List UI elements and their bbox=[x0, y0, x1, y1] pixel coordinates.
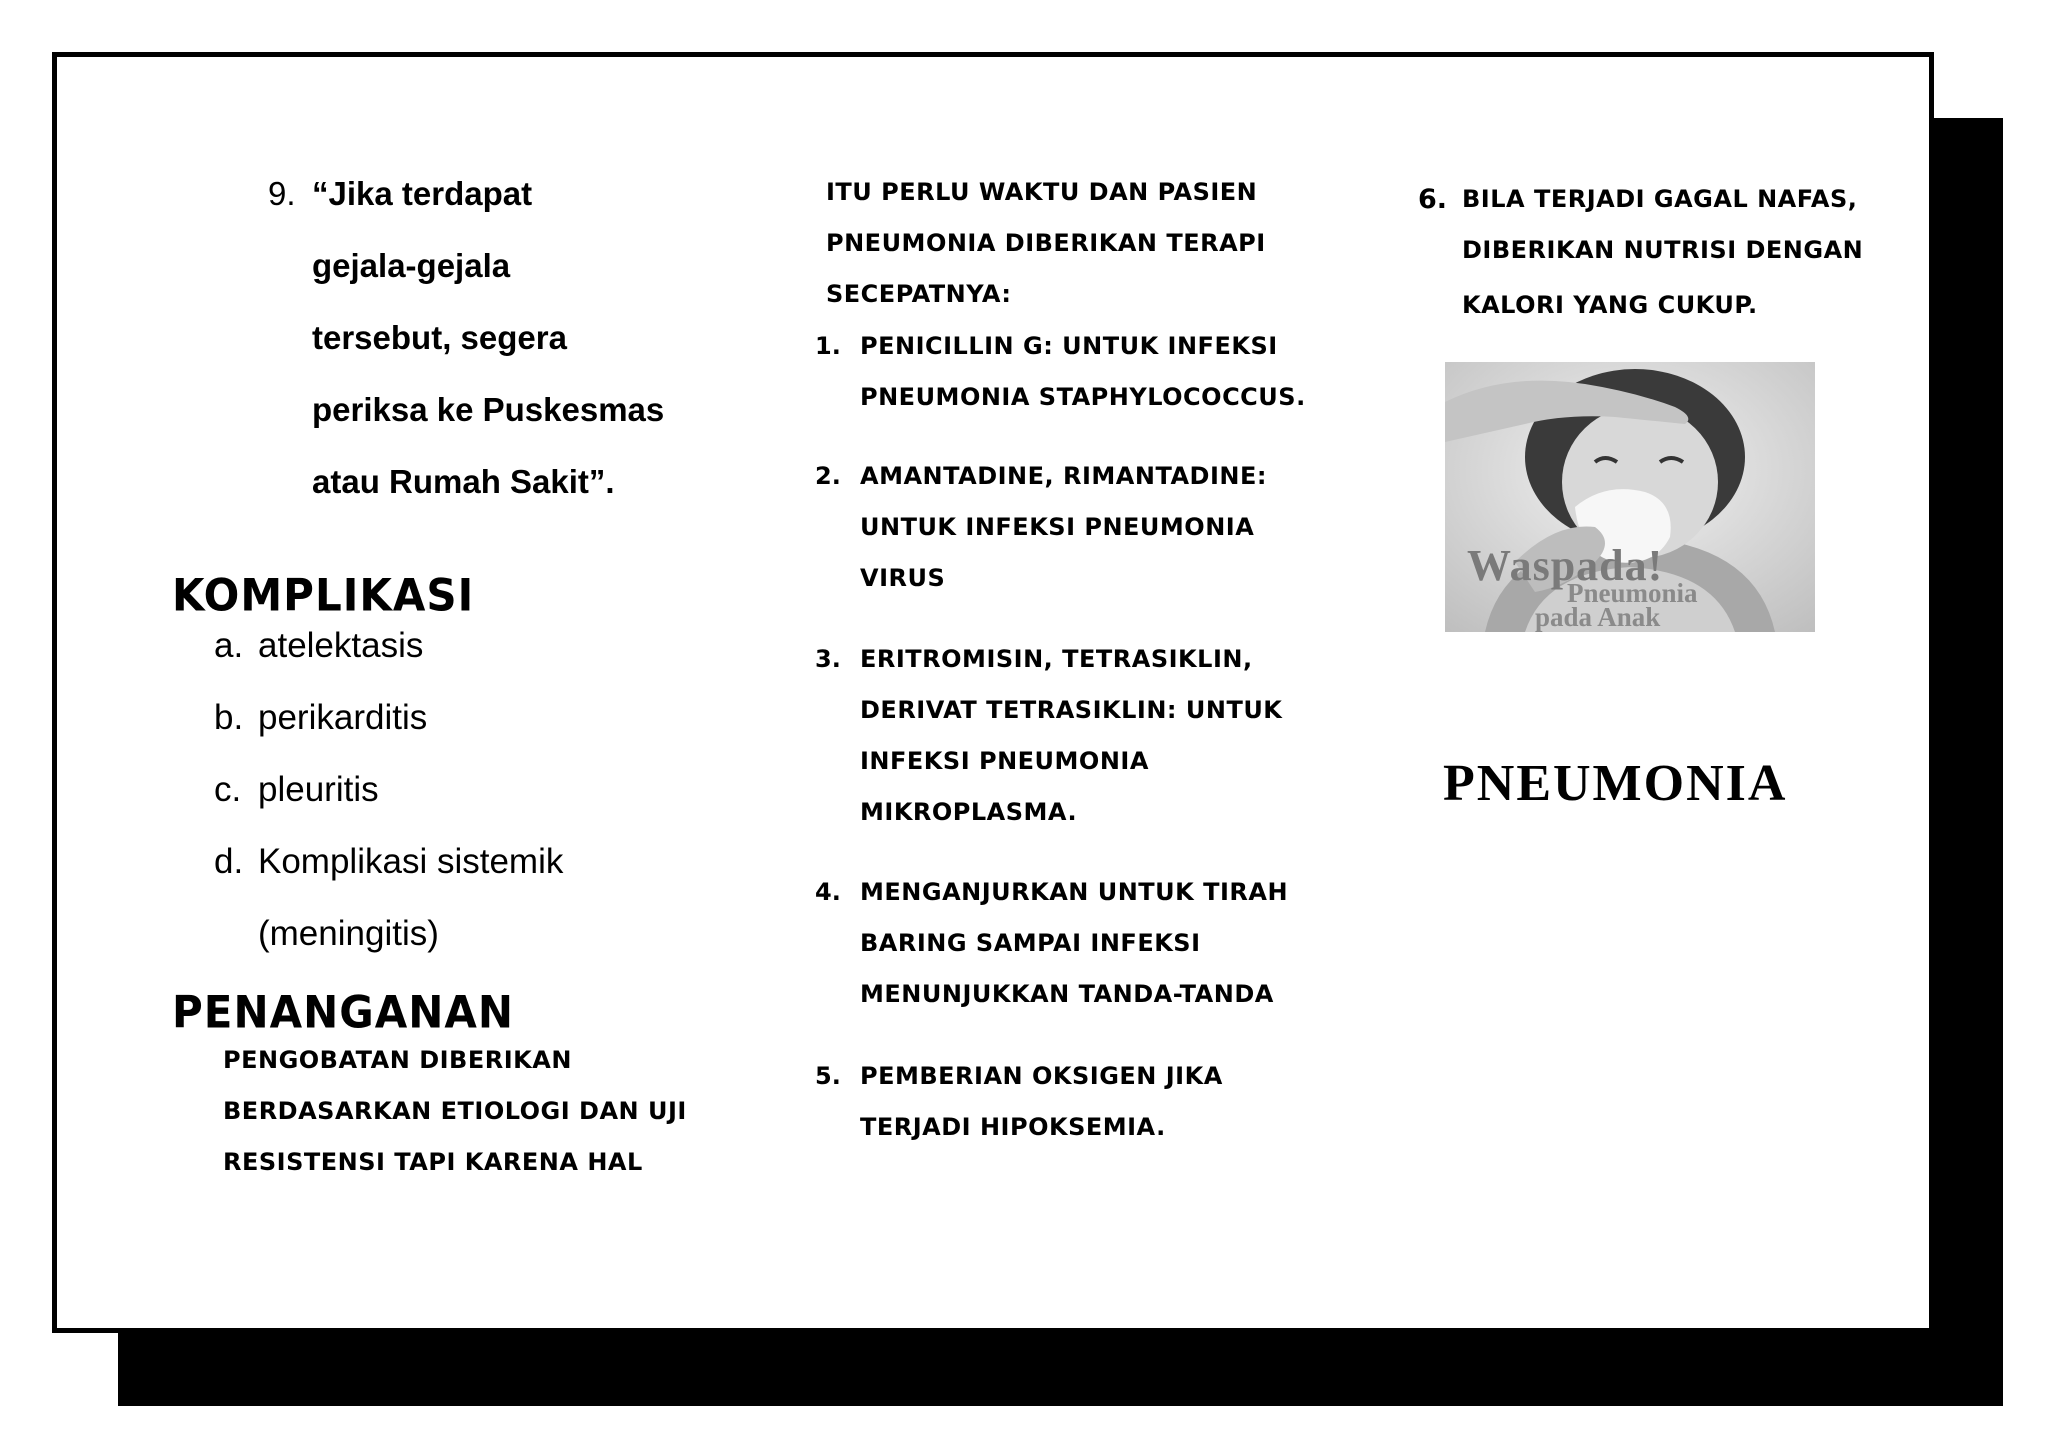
list-text: perikarditis bbox=[258, 698, 428, 737]
therapy-line: MIKROPLASMA. bbox=[860, 798, 1078, 826]
therapy-line: MENUNJUKKAN TANDA-TANDA bbox=[860, 980, 1274, 1008]
komplikasi-item bbox=[214, 626, 423, 666]
komplikasi-item bbox=[214, 770, 379, 810]
therapy-line: PENICILLIN G: UNTUK INFEKSI bbox=[860, 332, 1278, 360]
therapy-line: MENGANJURKAN UNTUK TIRAH bbox=[860, 878, 1289, 906]
quote-number: 9. bbox=[268, 175, 296, 212]
therapy-line: KALORI YANG CUKUP. bbox=[1462, 291, 1758, 319]
therapy-line: AMANTADINE, RIMANTADINE: bbox=[860, 462, 1267, 490]
quote-line: tersebut, segera bbox=[312, 319, 567, 356]
list-number: 2. bbox=[815, 462, 841, 490]
quote-line: atau Rumah Sakit”. bbox=[312, 463, 615, 500]
therapy-line: BILA TERJADI GAGAL NAFAS, bbox=[1462, 185, 1858, 213]
photo-caption-sub: pada Anak bbox=[1535, 602, 1661, 632]
therapy-line: BARING SAMPAI INFEKSI bbox=[860, 929, 1201, 957]
list-number: 3. bbox=[815, 645, 841, 673]
quote-line: “Jika terdapat bbox=[312, 175, 533, 212]
list-label: a. bbox=[214, 626, 244, 665]
photo-caption-sub: Pneumonia bbox=[1567, 578, 1698, 608]
therapy-line: TERJADI HIPOKSEMIA. bbox=[860, 1113, 1166, 1141]
penanganan-line: BERDASARKAN ETIOLOGI DAN UJI bbox=[223, 1097, 687, 1125]
photo-caption-main: Waspada! bbox=[1467, 541, 1664, 590]
intro-line: PNEUMONIA DIBERIKAN TERAPI bbox=[826, 229, 1266, 257]
komplikasi-item bbox=[214, 842, 563, 882]
penanganan-line: RESISTENSI TAPI KARENA HAL bbox=[223, 1148, 643, 1176]
intro-line: SECEPATNYA: bbox=[826, 280, 1012, 308]
komplikasi-item-continuation: (meningitis) bbox=[258, 914, 439, 953]
brochure-title: PNEUMONIA bbox=[1443, 755, 1788, 812]
intro-line: ITU PERLU WAKTU DAN PASIEN bbox=[826, 178, 1258, 206]
therapy-line: INFEKSI PNEUMONIA bbox=[860, 747, 1149, 775]
child-sneezing-photo bbox=[1445, 362, 1815, 632]
list-label: d. bbox=[214, 842, 244, 881]
therapy-line: VIRUS bbox=[860, 564, 946, 592]
list-number: 1. bbox=[815, 332, 841, 360]
quote-line: periksa ke Puskesmas bbox=[312, 391, 665, 428]
komplikasi-item bbox=[214, 698, 427, 738]
quote-line: gejala-gejala bbox=[312, 247, 511, 284]
therapy-line: PEMBERIAN OKSIGEN JIKA bbox=[860, 1062, 1223, 1090]
komplikasi-heading: KOMPLIKASI bbox=[172, 569, 475, 622]
penanganan-heading: PENANGANAN bbox=[172, 986, 515, 1039]
list-text: pleuritis bbox=[258, 770, 379, 809]
list-number: 4. bbox=[815, 878, 841, 906]
list-number: 6. bbox=[1418, 184, 1448, 215]
list-number: 5. bbox=[815, 1062, 841, 1090]
therapy-line: DERIVAT TETRASIKLIN: UNTUK bbox=[860, 696, 1283, 724]
list-label: b. bbox=[214, 698, 244, 737]
therapy-line: UNTUK INFEKSI PNEUMONIA bbox=[860, 513, 1255, 541]
therapy-line: DIBERIKAN NUTRISI DENGAN bbox=[1462, 236, 1864, 264]
therapy-line: PNEUMONIA STAPHYLOCOCCUS. bbox=[860, 383, 1306, 411]
therapy-line: ERITROMISIN, TETRASIKLIN, bbox=[860, 645, 1253, 673]
list-text: atelektasis bbox=[258, 626, 424, 665]
list-text: Komplikasi sistemik bbox=[258, 842, 564, 881]
penanganan-line: PENGOBATAN DIBERIKAN bbox=[223, 1046, 572, 1074]
list-label: c. bbox=[214, 770, 242, 809]
